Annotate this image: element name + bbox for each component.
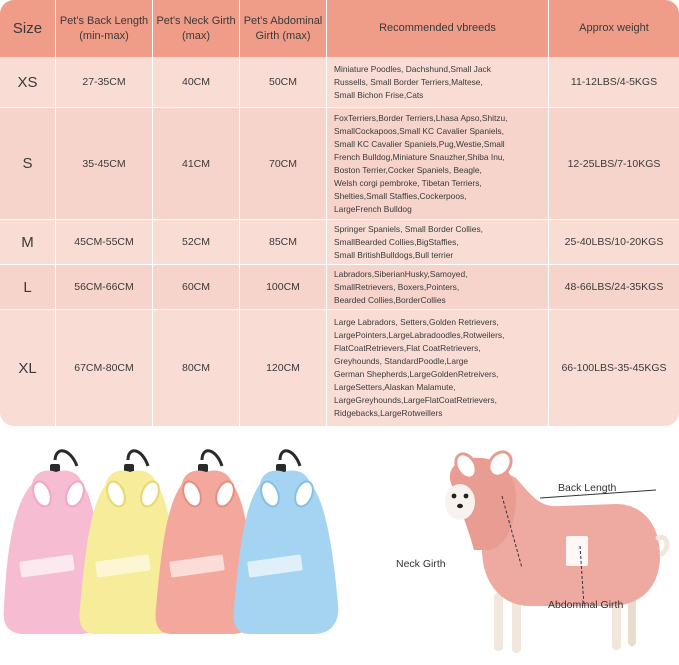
breed-line: Boston Terrier,Cocker Spaniels, Beagle, bbox=[334, 164, 482, 175]
breed-line: Miniature Poodles, Dachshund,Small Jack bbox=[334, 63, 491, 74]
breed-line: LargePointers,LargeLabradoodles,Rotweilers, bbox=[334, 330, 505, 340]
header-back-length-line2: (min-max) bbox=[79, 29, 129, 42]
breed-line: German Shepherds,LargeGoldenRetreivers, bbox=[334, 369, 499, 379]
abdominal-girth-label: Abdominal Girth bbox=[548, 599, 624, 611]
weight-cell: 66-100LBS-35-45KGS bbox=[549, 310, 679, 426]
breed-line: Russells, Small Border Terriers,Maltese, bbox=[334, 76, 483, 87]
weight-cell: 48-66LBS/24-35KGS bbox=[549, 265, 679, 310]
neck-girth-cell: 40CM bbox=[153, 57, 240, 108]
size-cell: M bbox=[0, 220, 56, 265]
towel-blue bbox=[234, 451, 339, 634]
neck-girth-cell: 60CM bbox=[153, 265, 240, 310]
table-row bbox=[0, 57, 679, 108]
neck-girth-cell: 80CM bbox=[153, 310, 240, 426]
abdominal-girth-cell: 85CM bbox=[240, 220, 327, 265]
hanger-hook-icon bbox=[280, 451, 300, 466]
product-illustration bbox=[0, 438, 679, 665]
breeds-cell bbox=[327, 108, 549, 220]
header-back-length bbox=[56, 0, 153, 57]
size-cell: L bbox=[0, 265, 56, 310]
size-cell: XL bbox=[0, 310, 56, 426]
towel-body bbox=[234, 471, 339, 635]
back-length-cell: 35-45CM bbox=[56, 108, 153, 220]
breed-line: Welsh corgi pembroke, Tibetan Terriers, bbox=[334, 177, 482, 188]
header-weight: Approx weight bbox=[549, 0, 679, 57]
table-row bbox=[0, 265, 679, 310]
abdominal-girth-cell: 100CM bbox=[240, 265, 327, 310]
back-length-cell: 67CM-80CM bbox=[56, 310, 153, 426]
dog-eye bbox=[464, 494, 469, 499]
breed-line: Small KC Cavalier Spaniels,Pug,Westie,Small bbox=[334, 138, 505, 149]
breed-line: Ridgebacks,LargeRotweillers bbox=[334, 408, 443, 418]
breed-line: LargeSetters,Alaskan Malamute, bbox=[334, 382, 456, 392]
table-row bbox=[0, 108, 679, 220]
breed-line: SmallCockapoos,Small KC Cavalier Spaniels, bbox=[334, 125, 504, 136]
breed-line: Shelties,Small Staffies,Cockerpoos, bbox=[334, 190, 467, 201]
neck-girth-cell: 41CM bbox=[153, 108, 240, 220]
breed-line: Bearded Collies,BorderCollies bbox=[334, 294, 446, 305]
abdominal-girth-cell: 120CM bbox=[240, 310, 327, 426]
weight-cell: 25-40LBS/10-20KGS bbox=[549, 220, 679, 265]
header-abdominal-girth-line1: Pet's Abdominal bbox=[243, 14, 323, 27]
breed-line: SmallBearded Collies,BigStaffies, bbox=[334, 236, 459, 247]
dog-eye bbox=[452, 494, 457, 499]
breed-line: FlatCoatRetrievers,Flat CoatRetrievers, bbox=[334, 343, 481, 353]
breed-line: FoxTerriers,Border Terriers,Lhasa Apso,Shitzu, bbox=[334, 112, 508, 123]
hanger-hook-icon bbox=[55, 451, 77, 466]
header-breeds: Recommended vbreeds bbox=[327, 0, 549, 57]
hanger-hook-icon bbox=[128, 451, 148, 466]
breed-line: French Bulldog,Miniature Snauzher,Shiba Inu, bbox=[334, 151, 505, 162]
abdominal-girth-cell: 50CM bbox=[240, 57, 327, 108]
back-length-cell: 45CM-55CM bbox=[56, 220, 153, 265]
header-size: Size bbox=[0, 0, 56, 57]
header-abdominal-girth-line2: Girth (max) bbox=[255, 29, 311, 42]
table-header-row bbox=[0, 0, 679, 57]
size-cell: XS bbox=[0, 57, 56, 108]
size-cell: S bbox=[0, 108, 56, 220]
dog-face bbox=[445, 484, 475, 520]
breed-line: Large Labradors, Setters,Golden Retrievers, bbox=[334, 317, 499, 327]
breed-line: Labradors,SiberianHusky,Samoyed, bbox=[334, 268, 468, 279]
weight-cell: 11-12LBS/4-5KGS bbox=[549, 57, 679, 108]
breeds-cell bbox=[327, 265, 549, 310]
breeds-cell bbox=[327, 310, 549, 426]
breed-line: SmallRetrievers, Boxers,Pointers, bbox=[334, 281, 460, 292]
dog-nose bbox=[457, 504, 463, 508]
header-neck-girth bbox=[153, 0, 240, 57]
dog-in-coat bbox=[445, 448, 667, 653]
breed-line: Small BritishBulldogs,Bull terrier bbox=[334, 249, 454, 260]
breed-line: LargeGreyhounds,LargeFlatCoatRetrievers, bbox=[334, 395, 497, 405]
neck-girth-cell: 52CM bbox=[153, 220, 240, 265]
breed-line: Greyhounds, StandardPoodle,Large bbox=[334, 356, 469, 366]
back-length-label: Back Length bbox=[558, 482, 617, 494]
table-row bbox=[0, 220, 679, 265]
weight-cell: 12-25LBS/7-10KGS bbox=[549, 108, 679, 220]
velcro-panel bbox=[566, 536, 588, 566]
table-row bbox=[0, 310, 679, 426]
header-neck-girth-line1: Pet's Neck Girth bbox=[156, 14, 236, 27]
breeds-cell bbox=[327, 220, 549, 265]
neck-girth-label: Neck Girth bbox=[396, 558, 446, 570]
breed-line: Springer Spaniels, Small Border Collies, bbox=[334, 223, 483, 234]
header-back-length-line1: Pet's Back Length bbox=[59, 14, 149, 27]
back-length-cell: 56CM-66CM bbox=[56, 265, 153, 310]
abdominal-girth-cell: 70CM bbox=[240, 108, 327, 220]
hanger-hook-icon bbox=[202, 451, 222, 466]
breed-line: Small Bichon Frise,Cats bbox=[334, 89, 424, 100]
header-neck-girth-line2: (max) bbox=[181, 29, 211, 42]
product-photo-area bbox=[0, 438, 679, 665]
header-abdominal-girth bbox=[240, 0, 327, 57]
dog-leg bbox=[494, 593, 503, 651]
back-length-cell: 27-35CM bbox=[56, 57, 153, 108]
breed-line: LargeFrench Bulldog bbox=[334, 203, 412, 214]
breeds-cell bbox=[327, 57, 549, 108]
